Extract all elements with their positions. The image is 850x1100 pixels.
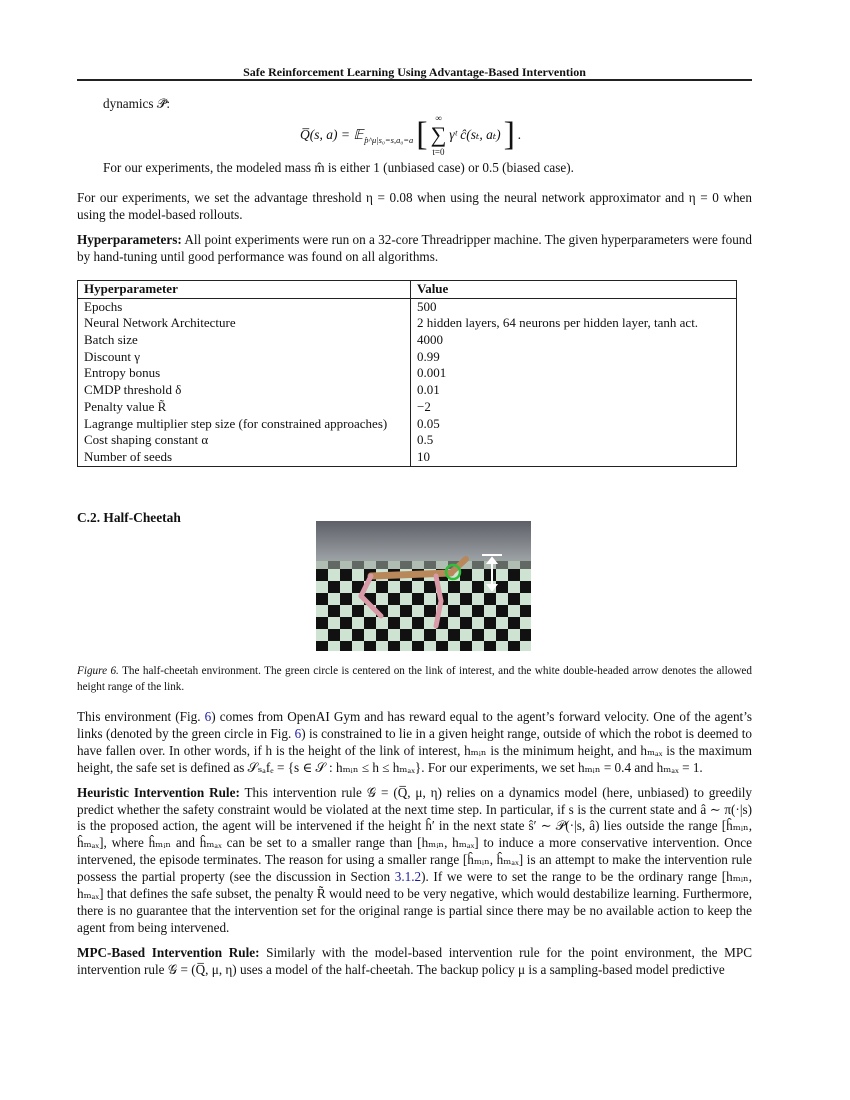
section-reference-link[interactable]: 3.1.2 [394,869,422,885]
body-text [77,709,752,987]
equation [300,112,521,158]
hyperparameter-value-cell: 0.05 [411,416,737,433]
hyperparameter-name-cell: Neural Network Architecture [78,315,411,332]
hyperparameter-table [77,280,737,467]
dynamics-line: dynamics 𝒫̂: [103,96,171,111]
equation-body: γᵗ ĉ(sₜ, aₜ) [449,127,501,142]
paragraph-lead: Hyperparameters: [77,232,182,247]
table-row [78,332,737,349]
hyperparameter-value-cell: 4000 [411,332,737,349]
paragraph-text: Similarly with the model-based intervention rule for the point environment, the MPC intervention rule 𝒢 = (Q̅, μ, η) uses a model of the half-cheetah. The backup policy μ is a sampling-based model predictive [77,944,752,977]
table-row [78,382,737,399]
environment-paragraph [77,709,752,777]
paragraph-lead: MPC-Based Intervention Rule: [77,944,260,960]
hyperparameters-paragraph [77,232,752,266]
equation-subscript: p̂^μ|s₀=s,a₀=a [364,135,414,145]
text-segment: ) is constrained to lie in a given height range, outside of which the robot is deemed to have fallen over. In other words, if h is the height of the link of interest, hₘᵢₙ is the minimum height, and hₘₐₓ is the maximum height, the safe set is defined as 𝒮ₛₐfₑ = {s ∈ 𝒮 : hₘᵢₙ ≤ h ≤ hₘₐₓ}. For our experiments, we set hₘᵢₙ = 0.4 and hₘₐₓ = 1. [77,725,752,775]
table-row [78,349,737,366]
hyperparameter-value-cell: 0.5 [411,432,737,449]
hyperparameter-value-cell: 0.99 [411,349,737,366]
text-segment: This intervention rule 𝒢 = (Q̅, μ, η) relies on a dynamics model (here, unbiased) to greedily predict whether the safety constraint would be violated at the next time step. In particular, if s is the current state and â ∼ π(·|s) is the proposed action, the agent will be intervened if the height ĥ′ in the next state ŝ′ ∼ 𝒫(·|s, â) lies outside the range [ĥₘᵢₙ, ĥₘₐₓ], where ĥₘᵢₙ and ĥₘₐₓ can be set to a smaller range than [hₘᵢₙ, hₘₐₓ] to induce a more conservative intervention. Once intervened, the episode terminates. The reason for using a smaller range [ĥₘᵢₙ, ĥₘₐₓ] is an attempt to make the intervention rule possess the partial property (see the discussion in Section [77,784,752,885]
column-header: Value [411,281,737,299]
text-segment: ) comes from OpenAI Gym and has reward equal to the agent’s forward velocity. One of the agent’s links (denoted by the green circle in Fig. [77,709,753,741]
table-row [78,365,737,382]
hyperparameter-value-cell: −2 [411,399,737,416]
heuristic-paragraph [77,785,752,937]
figure-caption [77,663,752,695]
mpc-paragraph [77,945,752,979]
hyperparameter-name-cell: Lagrange multiplier step size (for constrained approaches) [78,416,411,433]
summation [431,113,447,157]
sum-upper: ∞ [435,113,442,123]
sum-sign: ∑ [430,122,447,147]
hyperparameter-name-cell: Number of seeds [78,449,411,466]
hyperparameter-name-cell: Batch size [78,332,411,349]
equation-lhs: Q̅(s, a) = 𝔼 [300,127,364,142]
left-bracket: [ [416,116,428,153]
hyperparameter-value-cell: 2 hidden layers, 64 neurons per hidden layer, tanh act. [411,315,737,332]
hyperparameter-name-cell: Penalty value R̃ [78,399,411,416]
text-segment: ). If we were to set the range to be the ordinary range [hₘᵢₙ, hₘₐₓ] that defines the safe subset, the penalty R̃ would need to be very negative, which would destabilize learning. Furthermore, there is no guarantee that the intervention set for the original range is partial since there may be no available action to keep the agent from being intervened. [77,869,752,935]
paragraph-text: All point experiments were run on a 32-core Threadripper machine. The given hyperparameters were found by hand-tuning until good performance was found on all algorithms. [77,232,752,264]
hyperparameter-value-cell: 0.01 [411,382,737,399]
hyperparameter-name-cell: CMDP threshold δ [78,382,411,399]
half-cheetah-figure [316,521,531,651]
table-row [78,416,737,433]
figure-reference-link[interactable]: 6 [294,725,302,741]
text-segment: This environment (Fig. [77,709,205,724]
caption-text: The half-cheetah environment. The green circle is centered on the link of interest, and the white double-headed arrow denotes the allowed height range of the link. [77,665,752,693]
hyperparameter-name-cell: Cost shaping constant α [78,432,411,449]
hyperparameter-value-cell: 0.001 [411,365,737,382]
right-bracket: ] [503,116,515,153]
table-row [78,298,737,315]
figure-reference-link[interactable]: 6 [204,709,212,724]
hyperparameter-name-cell: Entropy bonus [78,365,411,382]
column-header: Hyperparameter [78,281,411,299]
horizon-haze [316,559,531,569]
equation-period: . [517,127,522,142]
table-row [78,449,737,466]
figure-label: Figure 6. [77,665,119,677]
sum-lower: t=0 [432,147,445,157]
table-row [78,399,737,416]
hyperparameter-name-cell: Discount γ [78,349,411,366]
mass-line: For our experiments, the modeled mass m̂ is either 1 (unbiased case) or 0.5 (biased case). [103,160,574,175]
running-header: Safe Reinforcement Learning Using Advantage-Based Intervention [243,65,586,79]
hyperparameter-value-cell: 10 [411,449,737,466]
table-row [78,432,737,449]
table-header-row [78,281,737,299]
threshold-paragraph: For our experiments, we set the advantage threshold η = 0.08 when using the neural network approximator and η = 0 when using the model-based rollouts. [77,190,752,222]
hyperparameter-name-cell: Epochs [78,298,411,315]
section-heading: C.2. Half-Cheetah [77,510,181,525]
header-rule [77,79,752,81]
hyperparameter-value-cell: 500 [411,298,737,315]
paragraph-lead: Heuristic Intervention Rule: [77,784,240,800]
table-row [78,315,737,332]
